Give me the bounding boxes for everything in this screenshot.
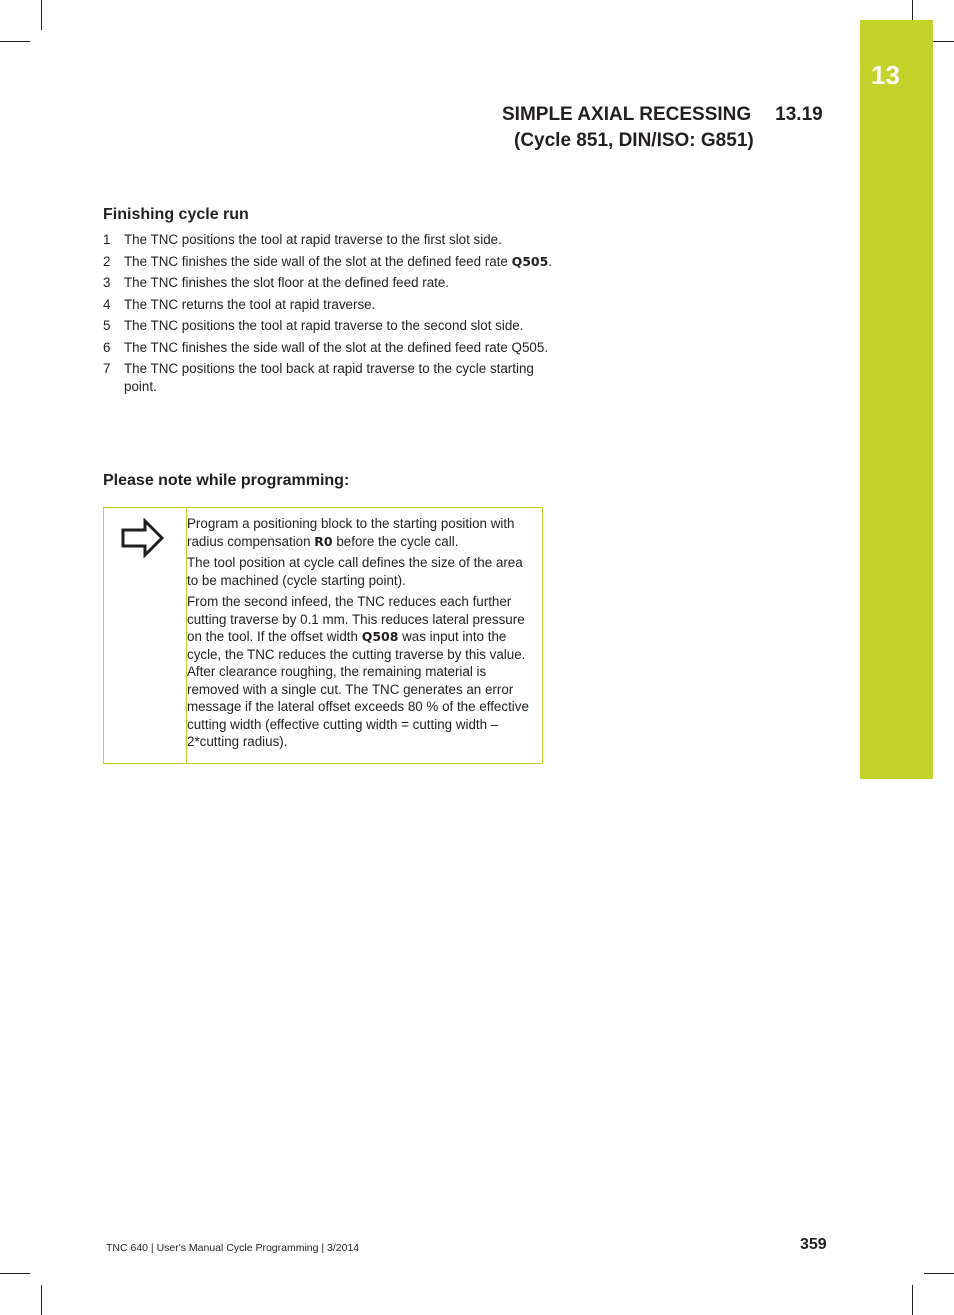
- step-text: The TNC finishes the slot floor at the defined feed rate.: [124, 275, 450, 290]
- section-header: [502, 104, 823, 126]
- list-item: [103, 360, 553, 395]
- crop-mark: [0, 41, 30, 42]
- step-number: 1: [103, 232, 111, 247]
- step-number: 2: [103, 253, 111, 269]
- step-text: The TNC finishes the side wall of the slot at the defined feed rate: [124, 253, 512, 269]
- note-paragraph: The tool position at cycle call defines the size of the area to be machined (cycle starting point).: [187, 555, 523, 588]
- page-number: 359: [800, 1236, 827, 1253]
- chapter-number: 13: [871, 60, 900, 90]
- list-item: [103, 296, 553, 314]
- note-paragraph: [187, 593, 537, 751]
- crop-mark: [0, 1273, 30, 1274]
- crop-mark: [912, 1285, 913, 1315]
- chapter-tab: [860, 20, 933, 779]
- step-number: 7: [103, 361, 111, 376]
- step-text-end: .: [548, 253, 553, 269]
- step-text: The TNC positions the tool at rapid traverse to the first slot side.: [124, 232, 502, 247]
- note-text-run: Program a positioning block to the starting position with radius compensation: [187, 516, 515, 549]
- param-code: Q505: [511, 253, 549, 269]
- list-item: [103, 274, 553, 292]
- step-number: 4: [103, 296, 111, 312]
- list-item: [103, 339, 553, 357]
- list-item: [103, 231, 553, 249]
- section-number: 13.19: [775, 104, 823, 125]
- programming-heading: Please note while programming:: [103, 472, 350, 489]
- step-number: 3: [103, 275, 111, 290]
- list-item: [103, 253, 553, 271]
- section-subtitle: (Cycle 851, DIN/ISO: G851): [514, 130, 754, 151]
- note-box: [103, 507, 543, 764]
- note-text: [187, 515, 537, 755]
- finishing-steps: [103, 231, 553, 399]
- step-text: The TNC positions the tool at rapid traverse to the second slot side.: [124, 318, 524, 333]
- footer-text: TNC 640 | User's Manual Cycle Programming | 3/2014: [106, 1242, 360, 1254]
- note-text-run: From the second infeed, the TNC reduces each further cutting traverse by 0.1 mm. This reduces lateral pressure on the tool. If the offset width: [187, 594, 525, 644]
- step-text: The TNC returns the tool at rapid traverse.: [124, 296, 376, 312]
- param-code: Q508: [361, 629, 399, 644]
- crop-mark: [41, 0, 42, 30]
- note-paragraph: [187, 515, 537, 550]
- note-text-run: was input into the cycle, the TNC reduces the cutting traverse by this value. After clearance roughing, the remaining material is removed with a single cut. The TNC generates an error message if the lateral offset exceeds 80 % of the effective cutting width (effective cutting width = cutting width –2*cutting radius).: [187, 629, 529, 749]
- finishing-heading: Finishing cycle run: [103, 206, 249, 223]
- param-code: R0: [314, 533, 333, 549]
- section-title: SIMPLE AXIAL RECESSING: [502, 104, 752, 125]
- step-text: The TNC finishes the side wall of the slot at the defined feed rate Q505.: [124, 339, 549, 355]
- crop-mark: [41, 1285, 42, 1315]
- list-item: [103, 317, 553, 335]
- note-text-run: before the cycle call.: [332, 533, 459, 549]
- step-text: The TNC positions the tool back at rapid traverse to the cycle starting point.: [124, 361, 534, 394]
- step-number: 5: [103, 318, 111, 333]
- step-number: 6: [103, 339, 111, 355]
- arrow-right-icon: [120, 518, 166, 558]
- crop-mark: [924, 1273, 954, 1274]
